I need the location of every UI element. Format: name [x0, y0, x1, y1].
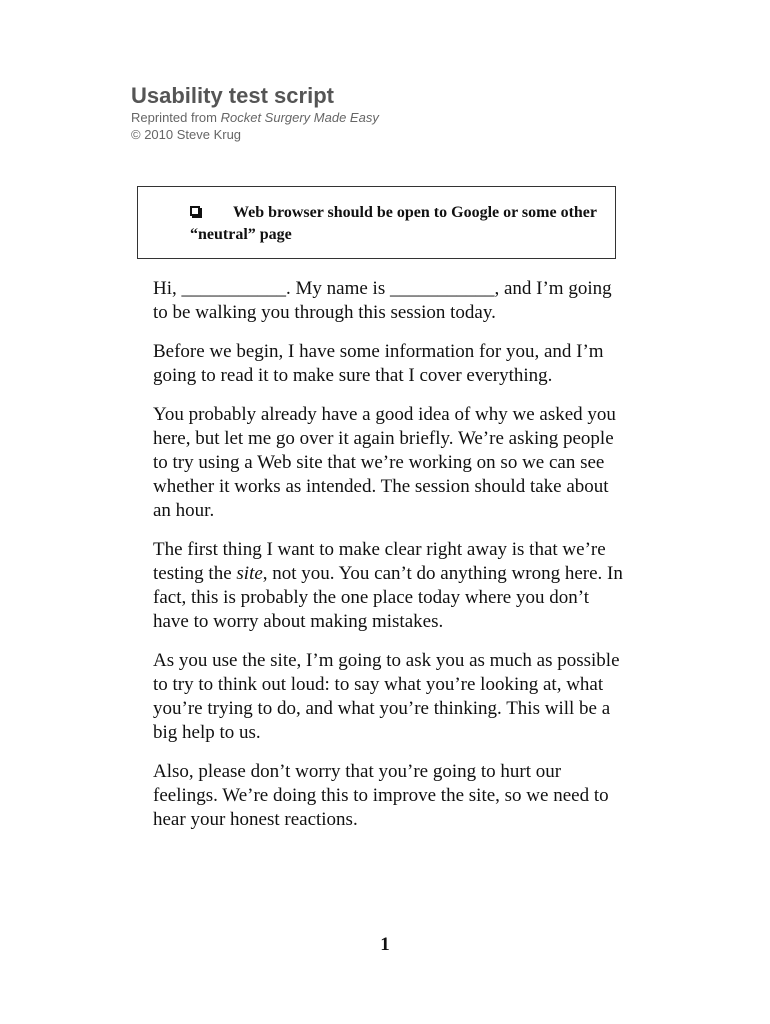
setup-note-text: Web browser should be open to Google or some other “neutral” page: [190, 204, 597, 243]
paragraph-intro: Before we begin, I have some information for you, and I’m going to read it to make sure that I cover everything.: [153, 341, 604, 386]
paragraph-testing-site-emphasis: site: [236, 563, 263, 584]
reprint-credit: [131, 109, 379, 126]
setup-note: [190, 202, 605, 246]
setup-note-box: [137, 186, 616, 259]
paragraph-purpose: You probably already have a good idea of why we asked you here, but let me go over it again briefly. We’re asking people to try using a Web site that we’re working on so we can see whether it works as intended. The session should take about an hour.: [153, 404, 616, 521]
book-title: Rocket Surgery Made Easy: [220, 110, 379, 125]
page-title: Usability test script: [131, 83, 334, 108]
paragraph-testing-site-part1: The first thing I want to make clear right away is that we’re testing the: [153, 539, 606, 584]
copyright-notice: © 2010 Steve Krug: [131, 127, 242, 142]
paragraph-testing-site: [153, 538, 623, 634]
paragraph-feelings: Also, please don’t worry that you’re going to hurt our feelings. We’re doing this to improve the site, so we need to hear your honest reactions.: [153, 761, 609, 830]
script-body: [153, 277, 623, 847]
paragraph-greeting: Hi, ___________. My name is ___________, and I’m going to be walking you through this session today.: [153, 278, 612, 323]
checkbox-icon: [190, 206, 200, 216]
reprint-prefix: Reprinted from: [131, 110, 221, 125]
page-number: 1: [380, 934, 390, 955]
paragraph-think-aloud: As you use the site, I’m going to ask you as much as possible to try to think out loud: to say what you’re looking at, what you’re trying to do, and what you’re thinking. This will be a big help to us.: [153, 650, 620, 743]
paragraph-testing-site-part2: , not you. You can’t do anything wrong here. In fact, this is probably the one place today where you don’t have to worry about making mistakes.: [153, 563, 623, 632]
